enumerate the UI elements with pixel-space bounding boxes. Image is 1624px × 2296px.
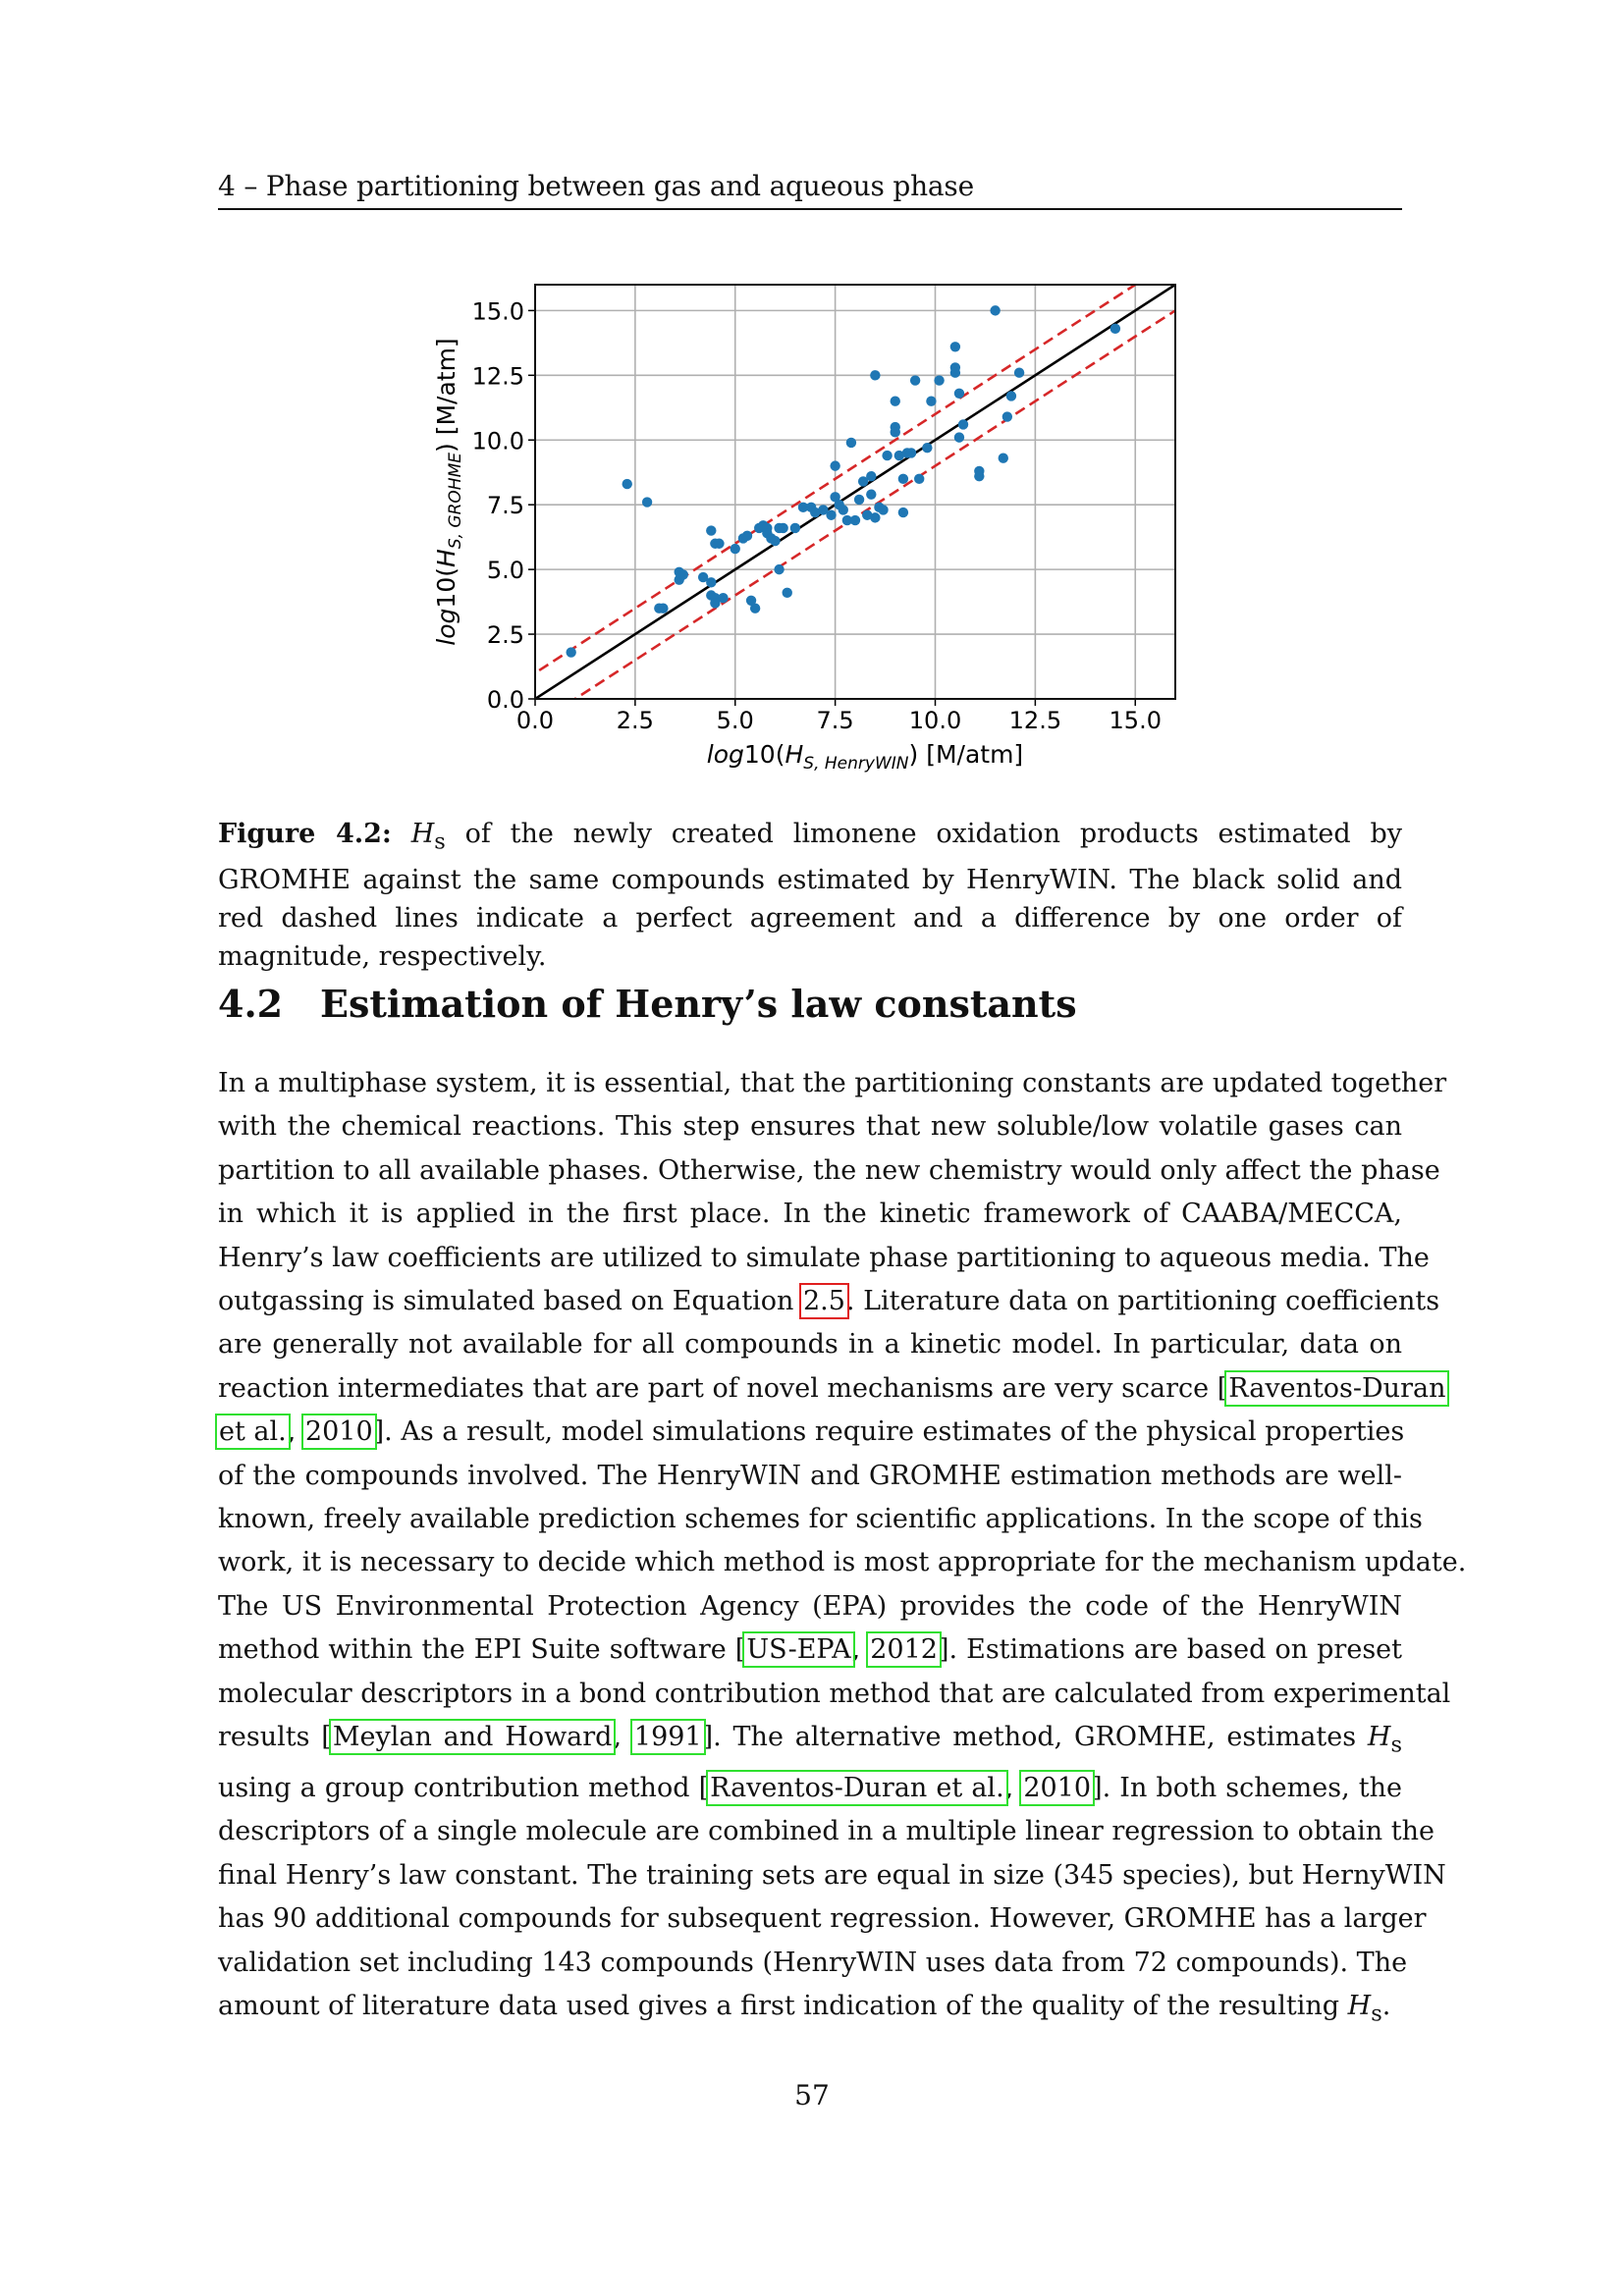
- text-line: final Henry’s law constant. The training sets are equal in size (345 species), but HernyWIN: [218, 1859, 1446, 1891]
- citation-link[interactable]: US-EPA: [746, 1634, 851, 1666]
- scatter-chart: [412, 275, 1218, 785]
- citation-link[interactable]: Meylan and Howard: [332, 1722, 613, 1753]
- y-tick-label: 5.0: [486, 557, 524, 585]
- text-span: results [: [218, 1722, 332, 1753]
- page-number: 57: [794, 2079, 830, 2111]
- header-rule: [218, 208, 1402, 210]
- data-point: [878, 505, 888, 514]
- data-point: [714, 539, 724, 549]
- data-point: [658, 603, 668, 613]
- data-point: [854, 495, 864, 505]
- data-point: [706, 577, 716, 587]
- data-point: [934, 375, 944, 385]
- data-point: [846, 438, 856, 448]
- y-tick-label: 12.5: [471, 362, 524, 391]
- text-line: partition to all available phases. Otherwise, the new chemistry would only affect the phase: [218, 1154, 1440, 1186]
- data-point: [958, 419, 968, 429]
- text-span: reaction intermediates that are part of novel mechanisms are very scarce [: [218, 1372, 1228, 1404]
- text-line: with the chemical reactions. This step ensures that new soluble/low volatile gases can: [218, 1111, 1402, 1143]
- data-point: [750, 603, 760, 613]
- citation-year-link[interactable]: 1991: [633, 1722, 702, 1753]
- data-point: [778, 523, 787, 533]
- data-point: [954, 432, 964, 442]
- data-point: [999, 454, 1008, 463]
- x-tick-label: 2.5: [616, 707, 654, 734]
- math-symbol: H: [1367, 1722, 1391, 1753]
- text-line: Henry’s law coefficients are utilized to simulate phase partitioning to aqueous media. The: [218, 1242, 1430, 1273]
- data-point: [566, 647, 575, 657]
- data-point: [783, 588, 792, 598]
- x-tick-label: 15.0: [1109, 707, 1162, 734]
- text-line: has 90 additional compounds for subsequent regression. However, GROMHE has a larger: [218, 1903, 1427, 1935]
- citation-year-link[interactable]: 2012: [870, 1634, 938, 1666]
- data-point: [870, 512, 880, 522]
- caption-symbol: H: [410, 819, 435, 849]
- data-point: [706, 525, 716, 535]
- text-line: using a group contribution method [Raventos-Duran et al., 2010]. In both schemes, the: [218, 1772, 1402, 1803]
- caption-text: of the newly created limonene oxidation products estimated by GROMHE against the same compounds estimated by HenryWIN. The black solid and red dashed lines indicate a perfect agreement and a difference by one order of magnitude, respectively.: [218, 819, 1402, 973]
- data-point: [866, 489, 876, 499]
- data-point: [926, 396, 936, 405]
- text-span: outgassing is simulated based on Equation: [218, 1286, 802, 1317]
- text-line: are generally not available for all compounds in a kinetic model. In particular, data on: [218, 1329, 1402, 1361]
- citation-link[interactable]: Raventos-Duran et al.: [710, 1772, 1004, 1803]
- text-span: amount of literature data used gives a first indication of the quality of the resulting: [218, 1990, 1348, 2021]
- data-point: [790, 523, 800, 533]
- section-heading: [218, 980, 1402, 1029]
- data-point: [922, 443, 932, 453]
- data-point: [954, 389, 964, 399]
- data-point: [1014, 367, 1024, 377]
- text-line: amount of literature data used gives a first indication of the quality of the resulting $H_s$.: [218, 1990, 1391, 2027]
- section-title: Estimation of Henry’s law constants: [320, 982, 1077, 1026]
- text-line: validation set including 143 compounds (HenryWIN uses data from 72 compounds). The: [218, 1947, 1408, 1978]
- data-point: [891, 427, 900, 437]
- data-point: [826, 510, 836, 520]
- text-line: known, freely available prediction schemes for scientific applications. In the scope of this: [218, 1504, 1423, 1535]
- caption-label: Figure 4.2:: [218, 819, 392, 849]
- y-tick-label: 7.5: [486, 492, 524, 520]
- text-line: The US Environmental Protection Agency (EPA) provides the code of the HenryWIN: [218, 1590, 1402, 1622]
- y-axis-label: $\log 10(H_{S, GROHME})$ [M/atm]: [432, 338, 465, 646]
- x-tick-label: 10.0: [908, 707, 962, 734]
- x-tick-label: 12.5: [1008, 707, 1062, 734]
- data-point: [914, 474, 924, 484]
- identity-line: [456, 275, 1218, 751]
- text-span: method within the EPI Suite software [: [218, 1634, 746, 1666]
- text-line: molecular descriptors in a bond contribution method that are calculated from experimental: [218, 1678, 1451, 1709]
- data-point: [950, 342, 960, 351]
- y-tick-label: 0.0: [486, 686, 524, 714]
- data-point: [870, 370, 880, 380]
- figure-caption: [218, 815, 1402, 976]
- text-line: [218, 1280, 1440, 1323]
- caption-symbol-sub: s: [434, 828, 446, 855]
- data-point: [1006, 391, 1016, 400]
- text-span: ]. The alternative method, GROMHE, estimates: [702, 1722, 1368, 1753]
- x-tick-label: 5.0: [716, 707, 754, 734]
- x-tick-label: 7.5: [816, 707, 854, 734]
- data-point: [866, 471, 876, 481]
- running-head: 4 – Phase partitioning between gas and aqueous phase: [218, 170, 974, 202]
- data-point: [718, 593, 728, 603]
- citation-year-link[interactable]: 2010: [1023, 1772, 1092, 1803]
- text-span: ]. Estimations are based on preset: [938, 1634, 1403, 1666]
- data-point: [906, 448, 916, 457]
- data-point: [830, 460, 839, 470]
- text-line: work, it is necessary to decide which method is most appropriate for the mechanism update.: [218, 1547, 1467, 1578]
- data-point: [742, 531, 752, 541]
- math-subscript: s: [1371, 2001, 1382, 2027]
- data-point: [910, 375, 920, 385]
- citation-link[interactable]: et al.: [219, 1416, 287, 1448]
- text-line: [218, 1367, 1446, 1411]
- data-point: [770, 536, 780, 546]
- text-line: results [Meylan and Howard, 1991]. The alternative method, GROMHE, estimates $H_s$: [218, 1722, 1402, 1758]
- data-point: [731, 544, 740, 554]
- text-line: of the compounds involved. The HenryWIN and GROMHE estimation methods are well-: [218, 1460, 1402, 1491]
- text-line: method within the EPI Suite software [US-EPA, 2012]. Estimations are based on preset: [218, 1634, 1403, 1666]
- math-symbol: H: [1347, 1990, 1372, 2021]
- text-line: descriptors of a single molecule are combined in a multiple linear regression to obtain the: [218, 1816, 1435, 1847]
- citation-year-link[interactable]: 2010: [304, 1416, 373, 1448]
- equation-link[interactable]: 2.5: [802, 1286, 845, 1317]
- data-point: [1002, 411, 1012, 421]
- y-tick-label: 2.5: [486, 621, 524, 650]
- text-span: . Literature data on partitioning coefficients: [845, 1286, 1440, 1317]
- x-axis-label: $\log 10(H_{S, HenryWIN})$ [M/atm]: [706, 740, 1024, 774]
- citation-link[interactable]: Raventos-Duran: [1228, 1372, 1446, 1404]
- data-point: [990, 305, 1000, 315]
- data-point: [623, 479, 632, 489]
- text-line: in which it is applied in the first place. In the kinetic framework of CAABA/MECCA,: [218, 1199, 1402, 1230]
- text-line: In a multiphase system, it is essential, that the partitioning constants are updated together: [218, 1068, 1447, 1098]
- data-point: [898, 507, 908, 517]
- x-tick-label: 0.0: [515, 707, 555, 734]
- text-span: ]. In both schemes, the: [1092, 1772, 1402, 1803]
- data-point: [642, 497, 652, 507]
- data-point: [950, 367, 960, 377]
- data-point: [891, 396, 900, 405]
- data-point: [974, 471, 984, 481]
- data-point: [678, 569, 688, 579]
- data-point: [850, 515, 860, 525]
- y-tick-label: 15.0: [471, 297, 524, 326]
- math-subscript: s: [1390, 1732, 1402, 1758]
- text-line: et al., 2010]. As a result, model simulations require estimates of the physical properties: [219, 1416, 1405, 1448]
- figure-scatter-plot: [412, 275, 1218, 785]
- body-paragraph: [218, 1062, 1467, 2036]
- text-span: using a group contribution method [: [218, 1772, 710, 1803]
- text-span: ]. As a result, model simulations require estimates of the physical properties: [373, 1416, 1405, 1448]
- data-point: [839, 505, 848, 514]
- data-point: [1110, 324, 1120, 334]
- data-point: [882, 451, 892, 460]
- data-point: [774, 564, 784, 574]
- y-tick-label: 10.0: [471, 427, 524, 455]
- section-number: 4.2: [218, 982, 284, 1026]
- data-point: [898, 474, 908, 484]
- order-of-magnitude-line: [456, 275, 1218, 776]
